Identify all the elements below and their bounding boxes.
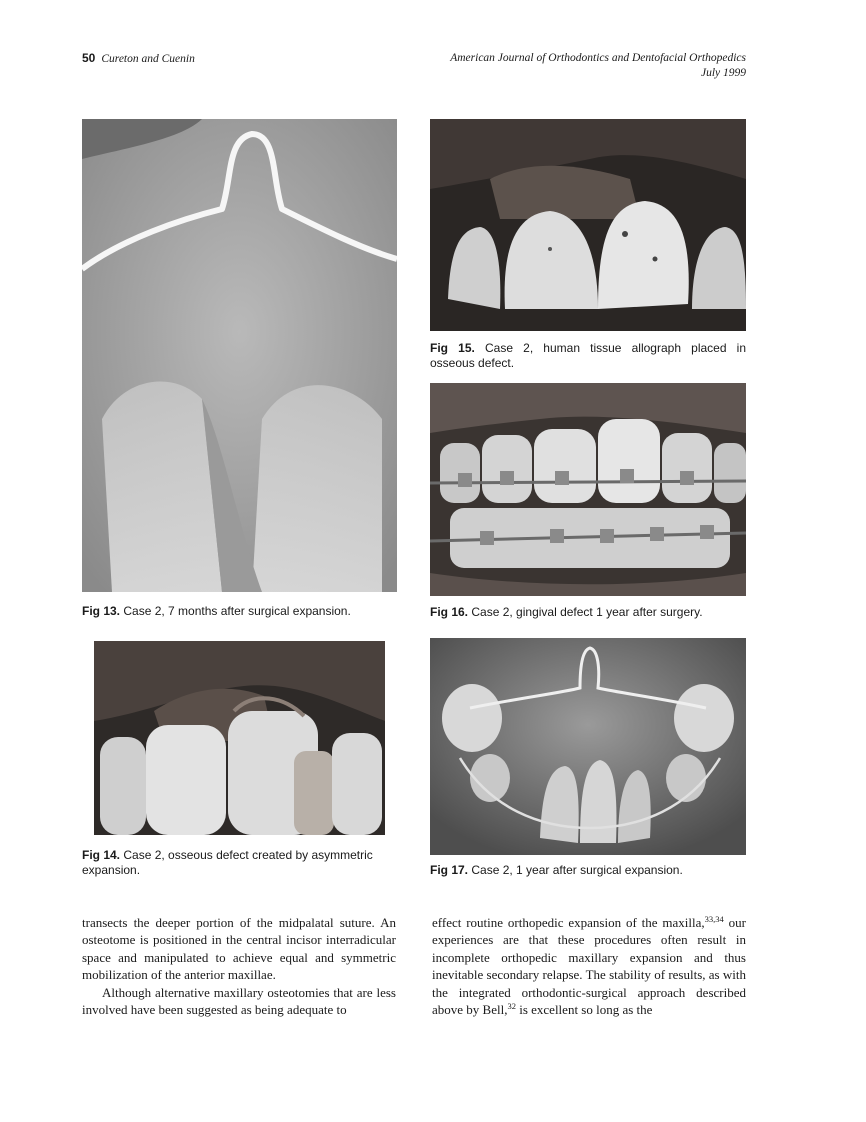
figure-13-image bbox=[82, 119, 397, 592]
figure-14-photo bbox=[94, 641, 385, 835]
body-text-right-column bbox=[432, 914, 746, 1018]
figure-15-photo bbox=[430, 119, 746, 331]
figure-13-radiograph bbox=[82, 119, 397, 592]
page-number: 50 bbox=[82, 51, 96, 65]
figure-16-image bbox=[430, 383, 746, 596]
figure-16-caption-text: Case 2, gingival defect 1 year after surgery. bbox=[471, 605, 703, 619]
body-paragraph-3-part1: effect routine orthopedic expansion of the maxilla, bbox=[432, 915, 705, 930]
figure-14-caption-line2: expansion. bbox=[82, 863, 141, 877]
citation-32: 32 bbox=[507, 1001, 516, 1012]
figure-17-radiograph bbox=[430, 638, 746, 855]
body-paragraph-2: Although alternative maxillary osteotomies that are less involved have been suggested as being adequate to bbox=[82, 984, 396, 1018]
body-text-left-column bbox=[82, 914, 396, 1018]
figure-17-caption bbox=[430, 863, 746, 878]
figure-13-label: Fig 13. bbox=[82, 604, 121, 618]
figure-14-image bbox=[94, 641, 385, 835]
issue-date: July 1999 bbox=[700, 67, 746, 79]
figure-17-caption-text: Case 2, 1 year after surgical expansion. bbox=[471, 863, 683, 877]
running-header-left bbox=[82, 51, 195, 65]
figure-15-caption bbox=[430, 341, 746, 371]
figure-17-image bbox=[430, 638, 746, 855]
figure-15-image bbox=[430, 119, 746, 331]
figure-14-caption-line1: Case 2, osseous defect created by asymmetric bbox=[123, 848, 373, 862]
journal-title: American Journal of Orthodontics and Dentofacial Orthopedics bbox=[450, 52, 746, 64]
figure-13-caption-text: Case 2, 7 months after surgical expansion. bbox=[123, 604, 351, 618]
figure-16-label: Fig 16. bbox=[430, 605, 469, 619]
figure-14-caption bbox=[82, 848, 402, 878]
figure-16-caption bbox=[430, 605, 746, 620]
figure-17-label: Fig 17. bbox=[430, 863, 469, 877]
figure-15-caption-line2: osseous defect. bbox=[430, 356, 515, 370]
figure-14-label: Fig 14. bbox=[82, 848, 121, 862]
body-paragraph-3-part2: our experiences are that these procedures often result in incomplete orthopedic maxillary expansion and thus inevitable secondary relapse. The stability of results, as with the integrated orthodontic-surgical approach described above by Bell, bbox=[432, 915, 746, 1018]
running-header-right bbox=[450, 51, 746, 81]
citation-33-34: 33,34 bbox=[704, 914, 724, 924]
figure-15-label: Fig 15. bbox=[430, 341, 475, 355]
body-paragraph-1: transects the deeper portion of the midpalatal suture. An osteotome is positioned in the central incisor interradicular space and manipulated to achieve equal and symmetric mobilization of the anterior maxillae. bbox=[82, 915, 396, 983]
running-header-authors: Cureton and Cuenin bbox=[101, 53, 195, 65]
figure-16-photo bbox=[430, 383, 746, 596]
body-paragraph-3 bbox=[432, 914, 746, 1018]
body-paragraph-3-part3: is excellent so long as the bbox=[515, 1002, 653, 1018]
figure-13-caption bbox=[82, 604, 402, 619]
figure-15-caption-line1: Case 2, human tissue allograph placed in bbox=[484, 341, 746, 355]
